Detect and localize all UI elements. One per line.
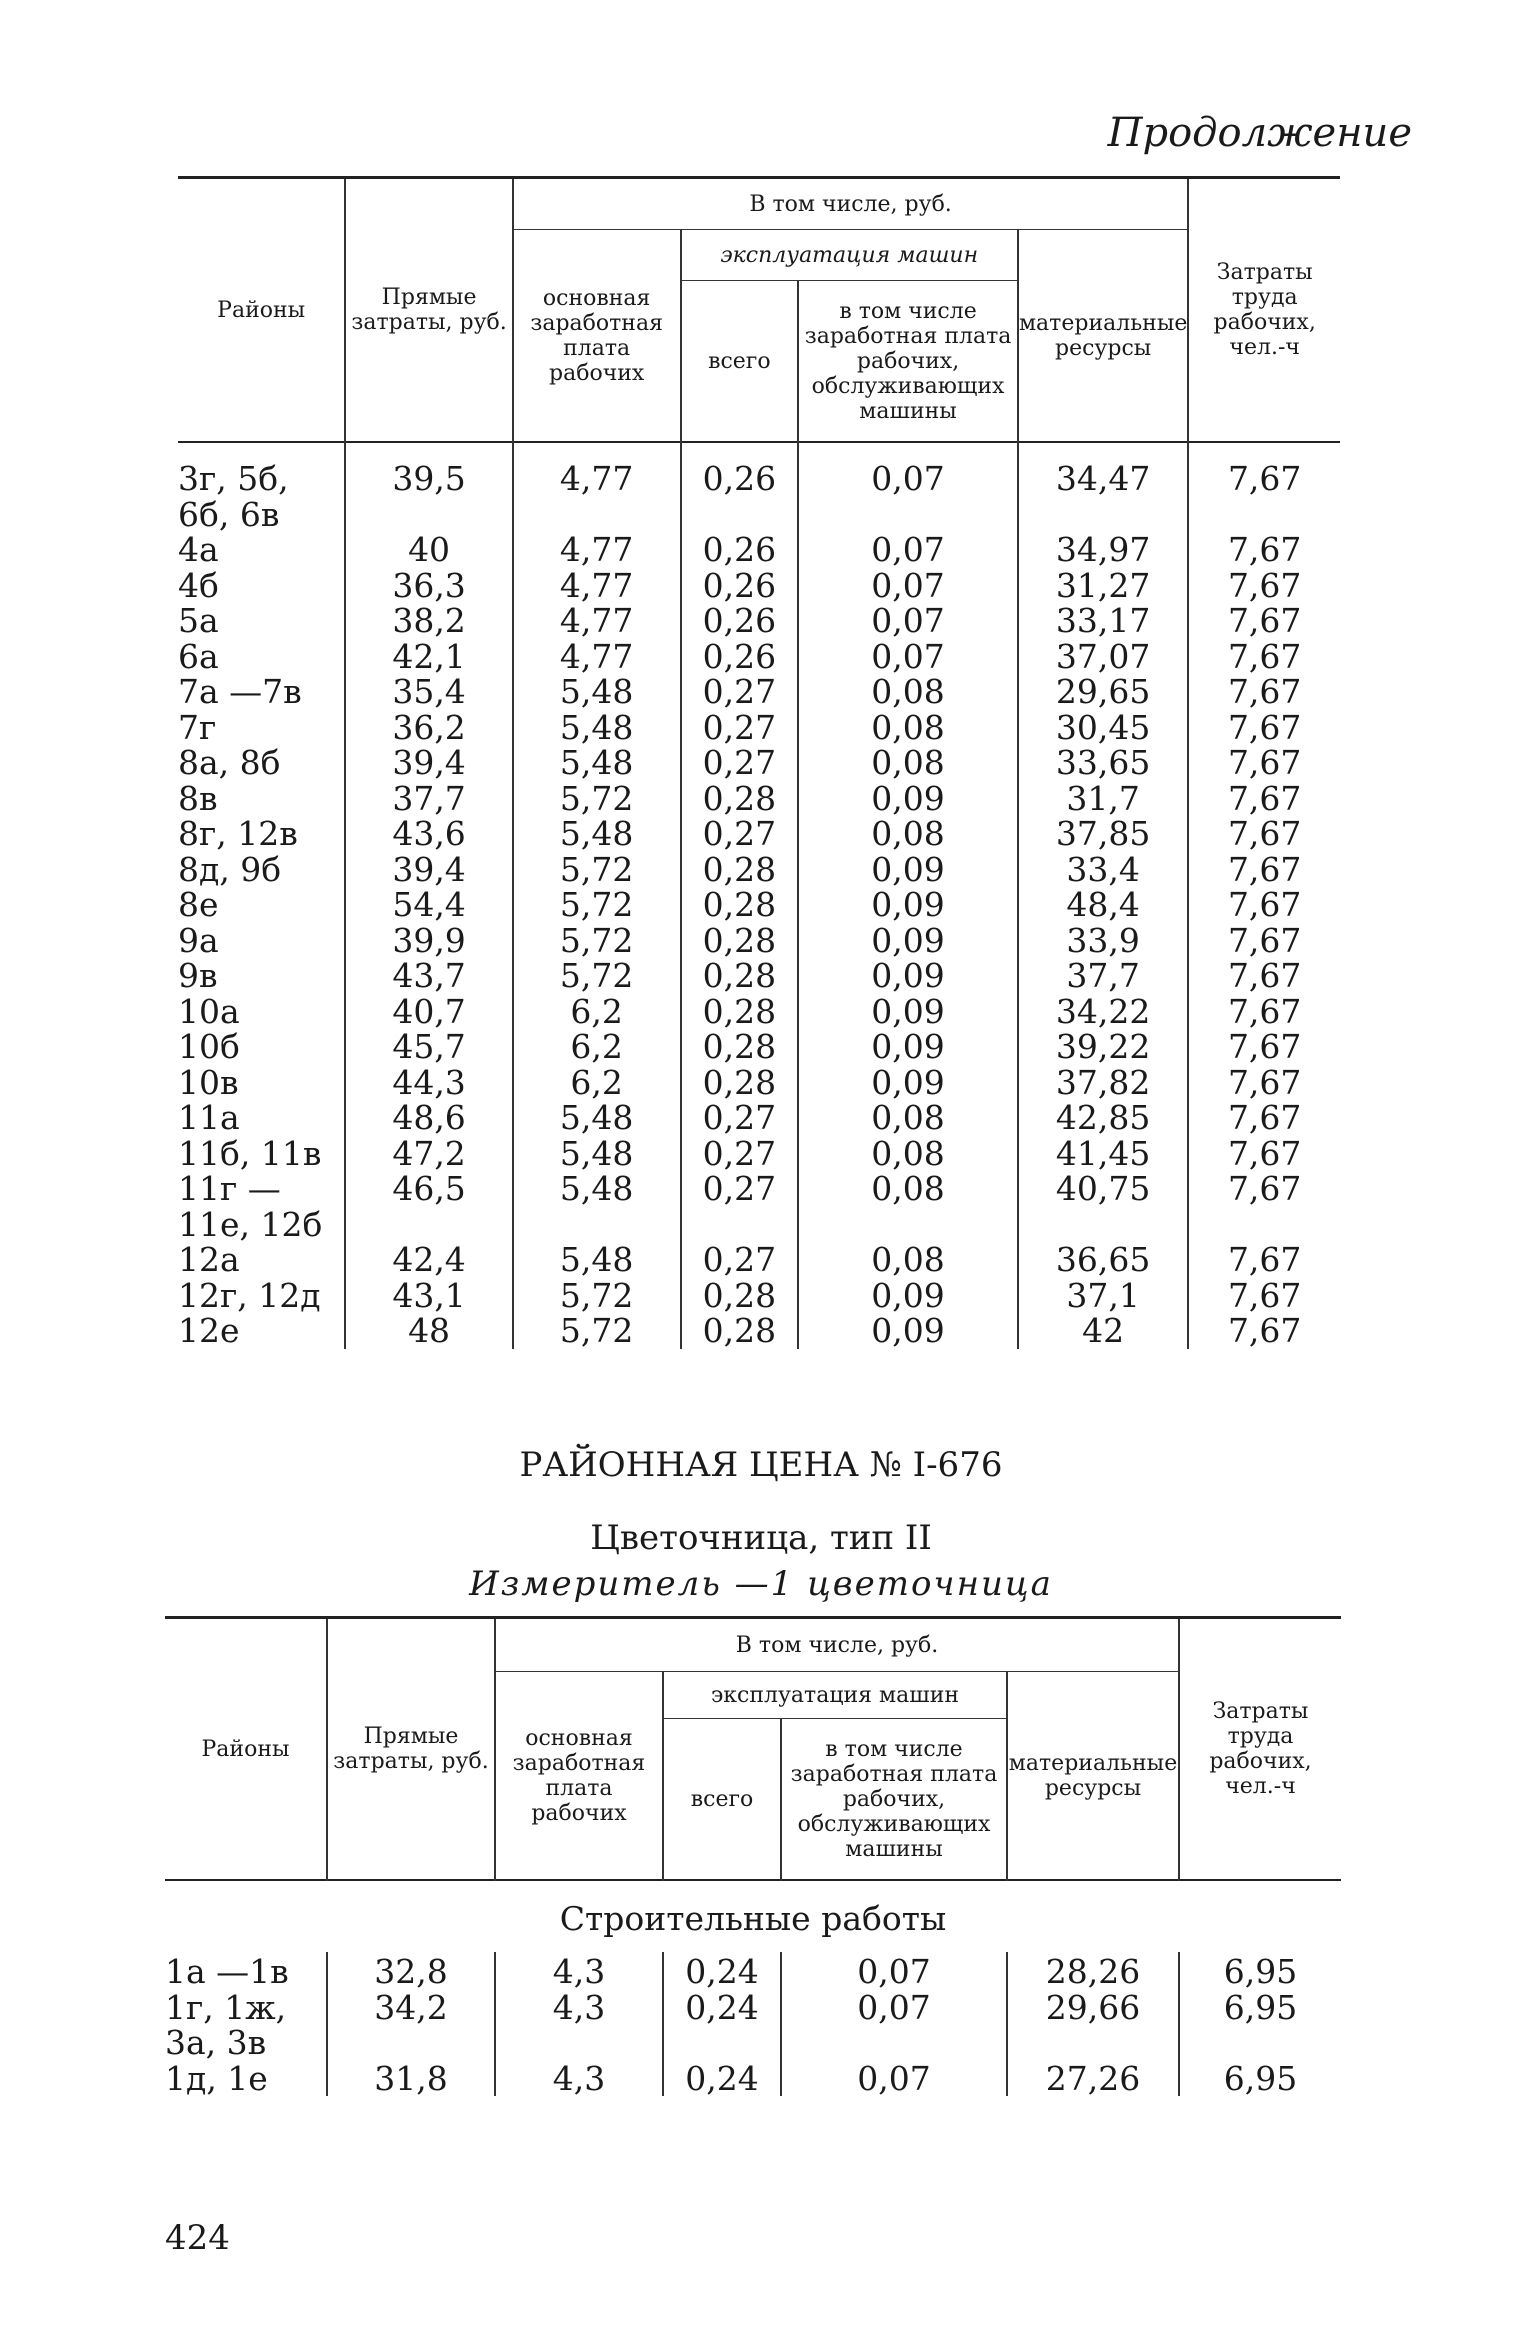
value-cell: 34,47: [1018, 442, 1188, 532]
value-cell: 5,48: [513, 1171, 681, 1242]
value-cell: 5,48: [513, 816, 681, 852]
value-cell: 0,09: [798, 1278, 1018, 1314]
table-row: [178, 1278, 1340, 1314]
value-cell: 34,97: [1018, 532, 1188, 568]
value-cell: 0,28: [681, 1029, 799, 1065]
table-row: [178, 1171, 1340, 1242]
value-cell: 33,9: [1018, 923, 1188, 959]
value-cell: 7,67: [1188, 568, 1340, 604]
value-cell: 0,28: [681, 781, 799, 817]
value-cell: 0,28: [681, 923, 799, 959]
header-region: Районы: [201, 1736, 290, 1762]
table-row: [178, 1029, 1340, 1065]
region-cell: 8е: [178, 885, 219, 924]
region-cell: 10в: [178, 1062, 239, 1102]
region-cell: 11б, 11в: [178, 1133, 322, 1173]
value-cell: 0,07: [798, 639, 1018, 675]
value-cell: 0,09: [798, 887, 1018, 923]
value-cell: 7,67: [1188, 442, 1340, 532]
price-table-1: [178, 176, 1340, 1349]
value-cell: 7,67: [1188, 745, 1340, 781]
value-cell: 0,24: [663, 2061, 781, 2097]
table-row: [178, 532, 1340, 568]
value-cell: 34,2: [327, 1990, 495, 2061]
region-cell: 7а —7в: [178, 672, 302, 711]
value-cell: 0,09: [798, 1065, 1018, 1101]
value-cell: 37,82: [1018, 1065, 1188, 1101]
value-cell: 44,3: [345, 1065, 512, 1101]
value-cell: 37,07: [1018, 639, 1188, 675]
value-cell: 7,67: [1188, 1136, 1340, 1172]
value-cell: 39,5: [345, 442, 512, 532]
value-cell: 0,27: [681, 674, 799, 710]
region-cell: 1г, 1ж, 3а, 3в: [165, 1987, 287, 2062]
region-cell: 9в: [178, 956, 218, 995]
value-cell: 29,65: [1018, 674, 1188, 710]
table-row: [178, 852, 1340, 888]
table-row: [165, 1990, 1341, 2061]
value-cell: 0,09: [798, 1313, 1018, 1349]
header-region: Районы: [217, 297, 306, 323]
value-cell: 0,09: [798, 781, 1018, 817]
table-row: [178, 1100, 1340, 1136]
table-row: [178, 887, 1340, 923]
region-cell: 12е: [178, 1311, 240, 1350]
value-cell: 43,1: [345, 1278, 512, 1314]
value-cell: 4,3: [495, 1990, 663, 2061]
table-row: [178, 1242, 1340, 1278]
value-cell: 0,26: [681, 639, 799, 675]
value-cell: 47,2: [345, 1136, 512, 1172]
value-cell: 0,27: [681, 1171, 799, 1242]
region-cell: 8г, 12в: [178, 814, 298, 853]
value-cell: 7,67: [1188, 781, 1340, 817]
value-cell: 5,72: [513, 1278, 681, 1314]
value-cell: 5,72: [513, 887, 681, 923]
value-cell: 5,48: [513, 745, 681, 781]
table-row: [165, 1952, 1341, 1990]
value-cell: 4,77: [513, 532, 681, 568]
header-wages: основная заработная плата рабочих: [495, 1672, 663, 1881]
value-cell: 40,7: [345, 994, 512, 1030]
value-cell: 7,67: [1188, 1242, 1340, 1278]
value-cell: 0,24: [663, 1990, 781, 2061]
value-cell: 5,48: [513, 1136, 681, 1172]
value-cell: 54,4: [345, 887, 512, 923]
value-cell: 4,3: [495, 2061, 663, 2097]
table-row: [178, 568, 1340, 604]
price-table-2: [165, 1616, 1341, 2096]
value-cell: 39,4: [345, 852, 512, 888]
region-cell: 5а: [178, 601, 219, 640]
value-cell: 32,8: [327, 1952, 495, 1990]
header-total: всего: [663, 1719, 781, 1881]
value-cell: 0,26: [681, 442, 799, 532]
value-cell: 0,26: [681, 532, 799, 568]
value-cell: 0,26: [681, 568, 799, 604]
header-machines: эксплуатация машин: [681, 230, 1018, 281]
table-1-body: [178, 442, 1340, 1349]
table-1-header: [178, 178, 1340, 443]
value-cell: 7,67: [1188, 1029, 1340, 1065]
value-cell: 7,67: [1188, 1313, 1340, 1349]
value-cell: 40: [345, 532, 512, 568]
value-cell: 5,72: [513, 923, 681, 959]
value-cell: 0,09: [798, 923, 1018, 959]
header-total: всего: [681, 281, 799, 443]
value-cell: 36,65: [1018, 1242, 1188, 1278]
table-row: [178, 1065, 1340, 1101]
value-cell: 29,66: [1007, 1990, 1179, 2061]
value-cell: 0,27: [681, 1100, 799, 1136]
value-cell: 30,45: [1018, 710, 1188, 746]
value-cell: 37,7: [1018, 958, 1188, 994]
value-cell: 31,27: [1018, 568, 1188, 604]
value-cell: 6,2: [513, 1029, 681, 1065]
value-cell: 7,67: [1188, 994, 1340, 1030]
value-cell: 45,7: [345, 1029, 512, 1065]
header-incl-wage: в том числе заработная плата рабочих, обслуживающих машины: [781, 1719, 1007, 1881]
region-cell: 6а: [178, 636, 219, 676]
value-cell: 7,67: [1188, 816, 1340, 852]
value-cell: 4,77: [513, 639, 681, 675]
value-cell: 37,85: [1018, 816, 1188, 852]
value-cell: 48: [345, 1313, 512, 1349]
value-cell: 0,27: [681, 816, 799, 852]
table-row: [178, 923, 1340, 959]
value-cell: 6,95: [1179, 1990, 1341, 2061]
table-row: [178, 745, 1340, 781]
value-cell: 4,77: [513, 442, 681, 532]
value-cell: 5,72: [513, 852, 681, 888]
value-cell: 6,95: [1179, 1952, 1341, 1990]
measure-unit: Измеритель —1 цветочница: [469, 1564, 1053, 1604]
value-cell: 43,6: [345, 816, 512, 852]
value-cell: 5,48: [513, 674, 681, 710]
value-cell: 42,85: [1018, 1100, 1188, 1136]
value-cell: 27,26: [1007, 2061, 1179, 2097]
value-cell: 36,3: [345, 568, 512, 604]
item-title: Цветочница, тип II: [590, 1518, 932, 1558]
region-cell: 10б: [178, 1027, 240, 1066]
table-row: [178, 1136, 1340, 1172]
value-cell: 0,27: [681, 745, 799, 781]
region-cell: 8а, 8б: [178, 743, 281, 782]
header-direct-costs: Прямые затраты, руб.: [345, 178, 512, 443]
value-cell: 0,08: [798, 674, 1018, 710]
value-cell: 5,48: [513, 710, 681, 746]
value-cell: 42,4: [345, 1242, 512, 1278]
value-cell: 0,07: [798, 532, 1018, 568]
table-2-body: [165, 1952, 1341, 2096]
value-cell: 0,08: [798, 1136, 1018, 1172]
value-cell: 0,09: [798, 958, 1018, 994]
value-cell: 0,07: [781, 1990, 1007, 2061]
header-materials: материальные ресурсы: [1018, 230, 1188, 443]
header-labor: Затраты труда рабочих, чел.-ч: [1188, 178, 1340, 443]
value-cell: 6,2: [513, 1065, 681, 1101]
region-cell: 8в: [178, 778, 218, 818]
value-cell: 0,08: [798, 1242, 1018, 1278]
value-cell: 0,24: [663, 1952, 781, 1990]
region-cell: 4а: [178, 530, 219, 569]
value-cell: 7,67: [1188, 1278, 1340, 1314]
value-cell: 7,67: [1188, 674, 1340, 710]
value-cell: 4,77: [513, 603, 681, 639]
table-row: [178, 710, 1340, 746]
header-labor: Затраты труда рабочих, чел.-ч: [1179, 1618, 1341, 1881]
value-cell: 0,08: [798, 816, 1018, 852]
region-cell: 9а: [178, 920, 219, 960]
value-cell: 7,67: [1188, 1171, 1340, 1242]
value-cell: 7,67: [1188, 1100, 1340, 1136]
value-cell: 34,22: [1018, 994, 1188, 1030]
value-cell: 42,1: [345, 639, 512, 675]
value-cell: 4,3: [495, 1952, 663, 1990]
value-cell: 33,4: [1018, 852, 1188, 888]
value-cell: 7,67: [1188, 887, 1340, 923]
table-2-header: [165, 1618, 1341, 1881]
value-cell: 38,2: [345, 603, 512, 639]
value-cell: 7,67: [1188, 852, 1340, 888]
value-cell: 39,9: [345, 923, 512, 959]
value-cell: 40,75: [1018, 1171, 1188, 1242]
table-row: [178, 781, 1340, 817]
value-cell: 6,2: [513, 994, 681, 1030]
value-cell: 31,8: [327, 2061, 495, 2097]
value-cell: 36,2: [345, 710, 512, 746]
table-row: [178, 603, 1340, 639]
region-cell: 4б: [178, 565, 219, 605]
value-cell: 42: [1018, 1313, 1188, 1349]
value-cell: 0,08: [798, 1171, 1018, 1242]
value-cell: 7,67: [1188, 958, 1340, 994]
value-cell: 37,1: [1018, 1278, 1188, 1314]
header-materials: материальные ресурсы: [1007, 1672, 1179, 1881]
table-row: [178, 674, 1340, 710]
region-cell: 1а —1в: [165, 1952, 289, 1991]
region-cell: 10а: [178, 991, 240, 1031]
region-cell: 12а: [178, 1240, 240, 1279]
value-cell: 0,08: [798, 1100, 1018, 1136]
value-cell: 0,07: [798, 442, 1018, 532]
region-cell: 12г, 12д: [178, 1275, 321, 1315]
table-row: [178, 639, 1340, 675]
value-cell: 7,67: [1188, 1065, 1340, 1101]
value-cell: 0,26: [681, 603, 799, 639]
value-cell: 5,48: [513, 1100, 681, 1136]
price-title: РАЙОННАЯ ЦЕНА № I-676: [519, 1445, 1003, 1485]
header-incl-wage: в том числе заработная плата рабочих, обслуживающих машины: [798, 281, 1018, 443]
page-number: 424: [165, 2218, 230, 2258]
table-row: [178, 816, 1340, 852]
value-cell: 33,17: [1018, 603, 1188, 639]
table-row: [178, 442, 1340, 532]
value-cell: 0,27: [681, 1242, 799, 1278]
value-cell: 5,72: [513, 958, 681, 994]
header-wages: основная заработная плата рабочих: [513, 230, 681, 443]
value-cell: 37,7: [345, 781, 512, 817]
value-cell: 7,67: [1188, 710, 1340, 746]
header-including: В том числе, руб.: [495, 1618, 1179, 1672]
region-cell: 11а: [178, 1098, 240, 1137]
value-cell: 0,08: [798, 745, 1018, 781]
region-cell: 7г: [178, 707, 217, 747]
value-cell: 0,07: [798, 603, 1018, 639]
value-cell: 0,27: [681, 710, 799, 746]
region-cell: 11г —11е, 12б: [178, 1169, 323, 1244]
value-cell: 0,09: [798, 852, 1018, 888]
value-cell: 7,67: [1188, 639, 1340, 675]
table-row: [178, 994, 1340, 1030]
value-cell: 7,67: [1188, 923, 1340, 959]
value-cell: 48,4: [1018, 887, 1188, 923]
region-cell: 3г, 5б, 6б, 6в: [178, 459, 289, 534]
region-cell: 1д, 1е: [165, 2058, 268, 2098]
value-cell: 0,07: [781, 2061, 1007, 2097]
value-cell: 0,08: [798, 710, 1018, 746]
table-row: [178, 1313, 1340, 1349]
value-cell: 43,7: [345, 958, 512, 994]
value-cell: 41,45: [1018, 1136, 1188, 1172]
value-cell: 0,28: [681, 852, 799, 888]
value-cell: 0,27: [681, 1136, 799, 1172]
value-cell: 5,48: [513, 1242, 681, 1278]
value-cell: 0,28: [681, 1278, 799, 1314]
value-cell: 48,6: [345, 1100, 512, 1136]
table-row: [178, 958, 1340, 994]
value-cell: 6,95: [1179, 2061, 1341, 2097]
value-cell: 0,07: [781, 1952, 1007, 1990]
value-cell: 7,67: [1188, 532, 1340, 568]
value-cell: 28,26: [1007, 1952, 1179, 1990]
value-cell: 5,72: [513, 1313, 681, 1349]
value-cell: 35,4: [345, 674, 512, 710]
value-cell: 0,28: [681, 1065, 799, 1101]
value-cell: 0,28: [681, 994, 799, 1030]
region-cell: 8д, 9б: [178, 849, 282, 889]
value-cell: 39,22: [1018, 1029, 1188, 1065]
header-direct-costs: Прямые затраты, руб.: [327, 1618, 495, 1881]
value-cell: 7,67: [1188, 603, 1340, 639]
table-row: [165, 2061, 1341, 2097]
header-including: В том числе, руб.: [513, 178, 1189, 230]
section-title: Строительные работы: [559, 1899, 947, 1938]
value-cell: 33,65: [1018, 745, 1188, 781]
value-cell: 31,7: [1018, 781, 1188, 817]
value-cell: 4,77: [513, 568, 681, 604]
value-cell: 0,28: [681, 887, 799, 923]
continuation-label: Продолжение: [1107, 110, 1412, 156]
value-cell: 39,4: [345, 745, 512, 781]
header-machines: эксплуатация машин: [663, 1672, 1007, 1719]
value-cell: 0,28: [681, 958, 799, 994]
value-cell: 0,09: [798, 1029, 1018, 1065]
value-cell: 46,5: [345, 1171, 512, 1242]
value-cell: 0,28: [681, 1313, 799, 1349]
value-cell: 5,72: [513, 781, 681, 817]
value-cell: 0,09: [798, 994, 1018, 1030]
value-cell: 0,07: [798, 568, 1018, 604]
